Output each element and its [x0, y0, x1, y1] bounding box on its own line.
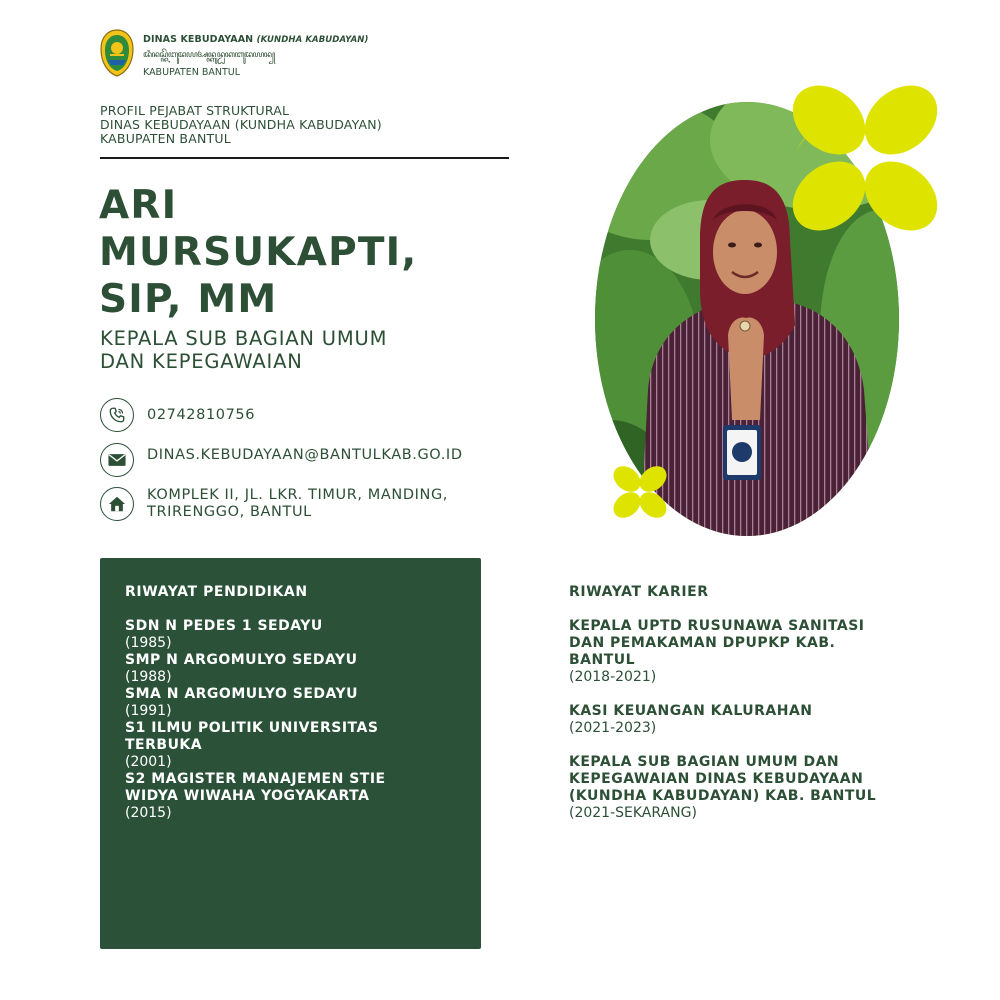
address: KOMPLEK II, JL. LKR. TIMUR, MANDING, TRIRENGGO, BANTUL [147, 487, 449, 520]
list-item: KASI KEUANGAN KALURAHAN (2021-2023) [569, 703, 813, 736]
phone-contact[interactable] [100, 398, 255, 432]
mail-icon [100, 443, 134, 477]
list-item: SDN N PEDES 1 SEDAYU (1985) [125, 618, 323, 651]
org-region: KABUPATEN BANTUL [143, 67, 241, 78]
portrait-photo [590, 80, 950, 540]
address-contact [100, 487, 448, 521]
list-item: SMP N ARGOMULYO SEDAYU (1988) [125, 652, 358, 685]
email-address: DINAS.KEBUDAYAAN@BANTULKAB.GO.ID [147, 446, 463, 463]
list-item: S2 MAGISTER MANAJEMEN STIE WIDYA WIWAHA YOGYAKARTA (2015) [125, 771, 386, 821]
list-item: S1 ILMU POLITIK UNIVERSITAS TERBUKA (2001) [125, 720, 379, 770]
career-list [569, 618, 949, 822]
career-section [569, 584, 949, 839]
email-contact[interactable] [100, 443, 463, 477]
org-header [143, 34, 368, 78]
phone-number: 02742810756 [147, 406, 256, 423]
official-name: ARI MURSUKAPTI, SIP, MM [99, 183, 418, 322]
list-item: KEPALA SUB BAGIAN UMUM DAN KEPEGAWAIAN DINAS KEBUDAYAAN (KUNDHA KABUDAYAN) KAB. BANTUL (2021-SEKARANG) [569, 754, 877, 821]
phone-icon [100, 398, 134, 432]
education-title: RIWAYAT PENDIDIKAN [125, 584, 308, 600]
official-position: KEPALA SUB BAGIAN UMUM DAN KEPEGAWAIAN [100, 327, 388, 373]
org-name: DINAS KEBUDAYAAN (KUNDHA KABUDAYAN) [143, 34, 369, 45]
document-intro: PROFIL PEJABAT STRUKTURAL DINAS KEBUDAYAAN (KUNDHA KABUDAYAN) KABUPATEN BANTUL [100, 103, 382, 146]
org-script: ꦢꦶꦤꦱ꧀ꦏꦼꦧꦸꦢꦪꦄꦤ꧀ꦏꦸꦤ꧀ꦝꦏꦧꦸꦢꦪꦤ꧀ [143, 50, 275, 60]
career-title: RIWAYAT KARIER [569, 584, 709, 600]
divider [100, 157, 509, 159]
list-item: SMA N ARGOMULYO SEDAYU (1991) [125, 686, 359, 719]
list-item: KEPALA UPTD RUSUNAWA SANITASI DAN PEMAKAMAN DPUPKP KAB. BANTUL (2018-2021) [569, 618, 865, 685]
government-logo [99, 29, 135, 77]
home-icon [100, 487, 134, 521]
education-list [125, 618, 456, 822]
education-panel [100, 558, 481, 949]
